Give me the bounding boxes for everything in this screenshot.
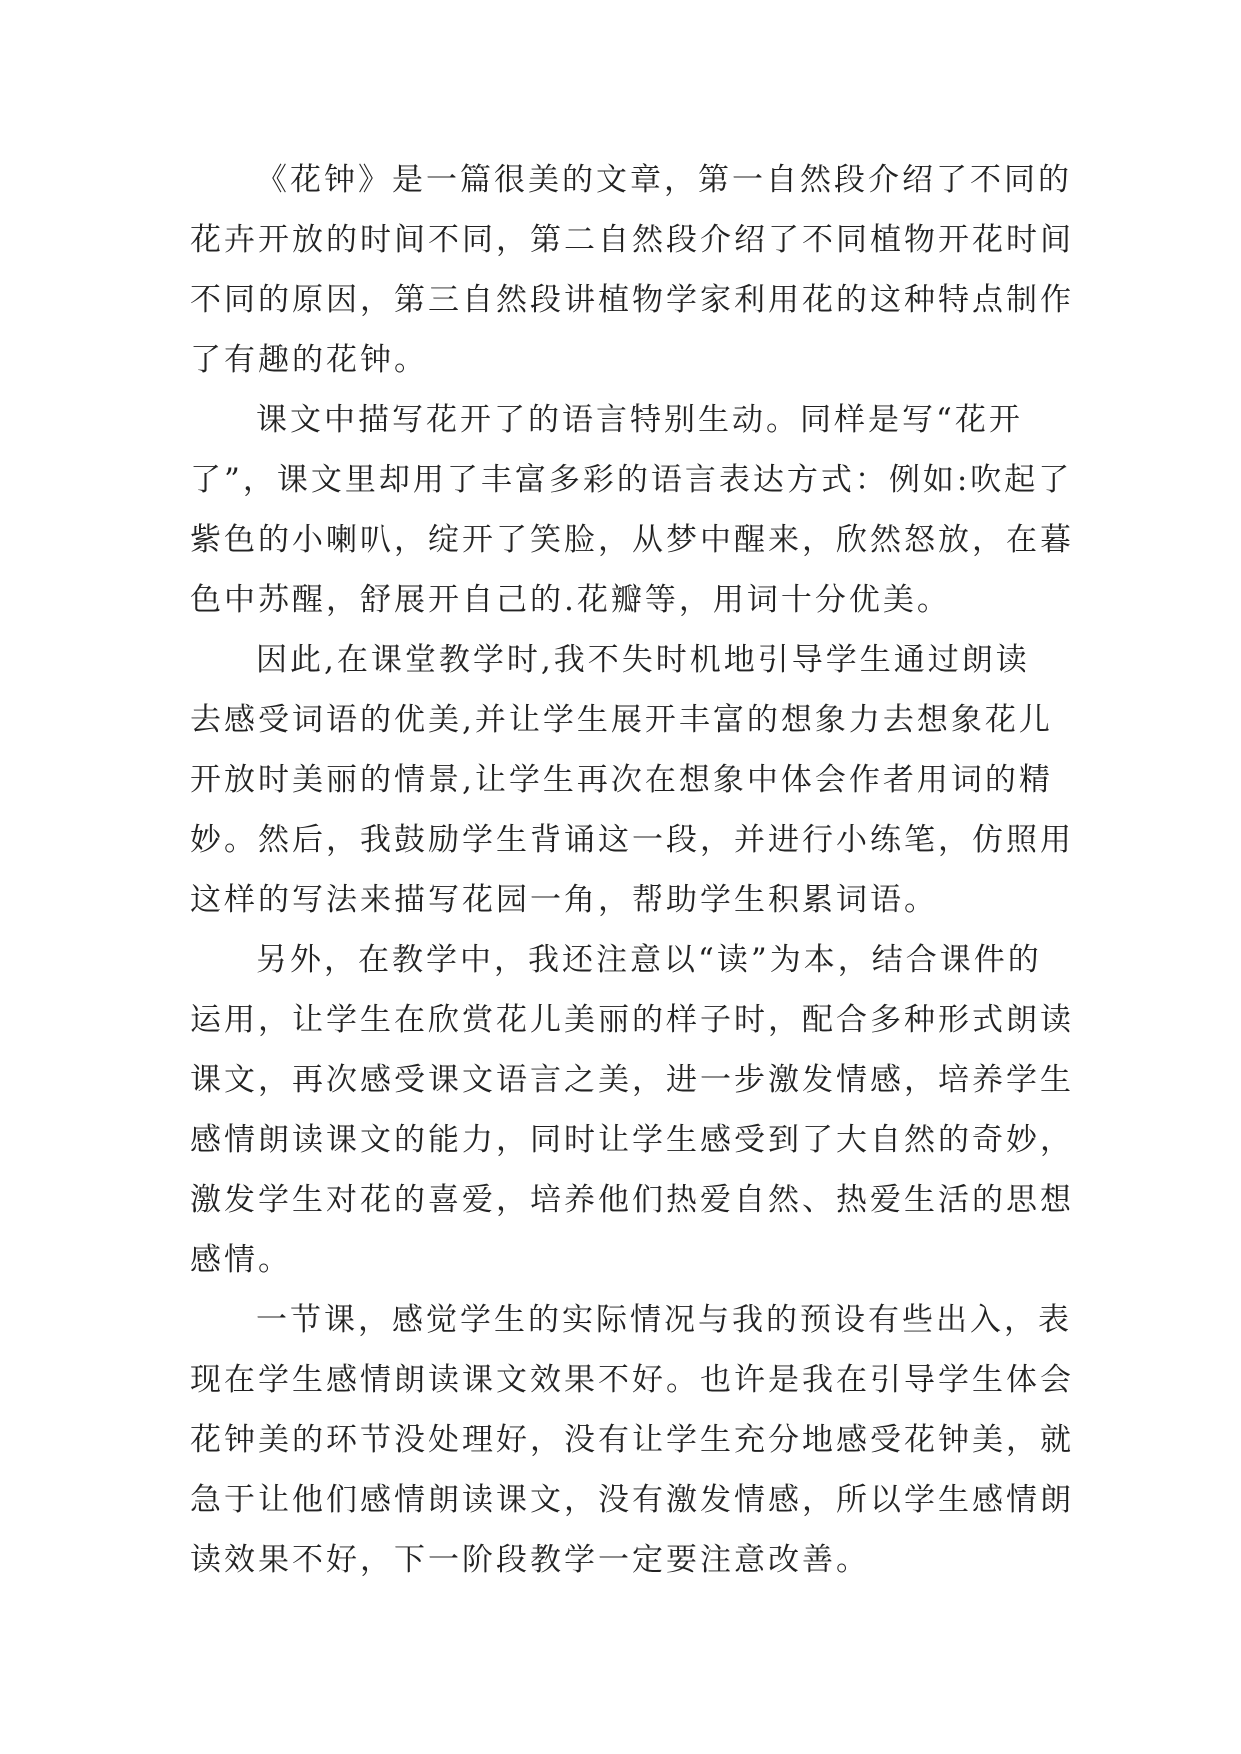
- text-line: 一节课，感觉学生的实际情况与我的预设有些出入，表: [256, 1302, 1072, 1338]
- text-line: 紫色的小喇叭，绽开了笑脸，从梦中醒来，欣然怒放，在暮: [190, 522, 1074, 558]
- text-line: 现在学生感情朗读课文效果不好。也许是我在引导学生体会: [190, 1362, 1074, 1398]
- text-line: 妙。然后，我鼓励学生背诵这一段，并进行小练笔，仿照用: [190, 822, 1074, 858]
- text-line: 色中苏醒，舒展开自己的.花瓣等，用词十分优美。: [190, 582, 951, 618]
- paragraph-1: [190, 150, 1074, 390]
- text-line: 另外，在教学中，我还注意以“读”为本，结合课件的: [256, 942, 1042, 978]
- text-line: 花卉开放的时间不同，第二自然段介绍了不同植物开花时间: [190, 222, 1074, 258]
- text-line: 因此,在课堂教学时,我不失时机地引导学生通过朗读: [256, 642, 1030, 678]
- text-line: 去感受词语的优美,并让学生展开丰富的想象力去想象花儿: [190, 702, 1053, 738]
- text-line: 花钟美的环节没处理好，没有让学生充分地感受花钟美，就: [190, 1422, 1074, 1458]
- text-line: 感情朗读课文的能力，同时让学生感受到了大自然的奇妙，: [190, 1122, 1074, 1158]
- paragraph-2: [190, 390, 1074, 630]
- text-line: 了”，课文里却用了丰富多彩的语言表达方式：例如:吹起了: [190, 462, 1073, 498]
- text-line: 开放时美丽的情景,让学生再次在想象中体会作者用词的精: [190, 762, 1053, 798]
- text-line: 了有趣的花钟。: [190, 342, 428, 378]
- paragraph-3: [190, 630, 1074, 930]
- text-line: 感情。: [190, 1242, 292, 1278]
- text-line: 急于让他们感情朗读课文，没有激发情感，所以学生感情朗: [190, 1482, 1074, 1518]
- text-line: 不同的原因，第三自然段讲植物学家利用花的这种特点制作: [190, 282, 1074, 318]
- text-line: 课文，再次感受课文语言之美，进一步激发情感，培养学生: [190, 1062, 1074, 1098]
- text-line: 课文中描写花开了的语言特别生动。同样是写“花开: [256, 402, 1023, 438]
- text-line: 《花钟》是一篇很美的文章，第一自然段介绍了不同的: [256, 162, 1072, 198]
- document-body: [190, 150, 1074, 1590]
- text-line: 激发学生对花的喜爱，培养他们热爱自然、热爱生活的思想: [190, 1182, 1074, 1218]
- text-line: 这样的写法来描写花园一角，帮助学生积累词语。: [190, 882, 938, 918]
- paragraph-4: [190, 930, 1074, 1290]
- text-line: 运用，让学生在欣赏花儿美丽的样子时，配合多种形式朗读: [190, 1002, 1074, 1038]
- text-line: 读效果不好，下一阶段教学一定要注意改善。: [190, 1542, 870, 1578]
- paragraph-5: [190, 1290, 1074, 1590]
